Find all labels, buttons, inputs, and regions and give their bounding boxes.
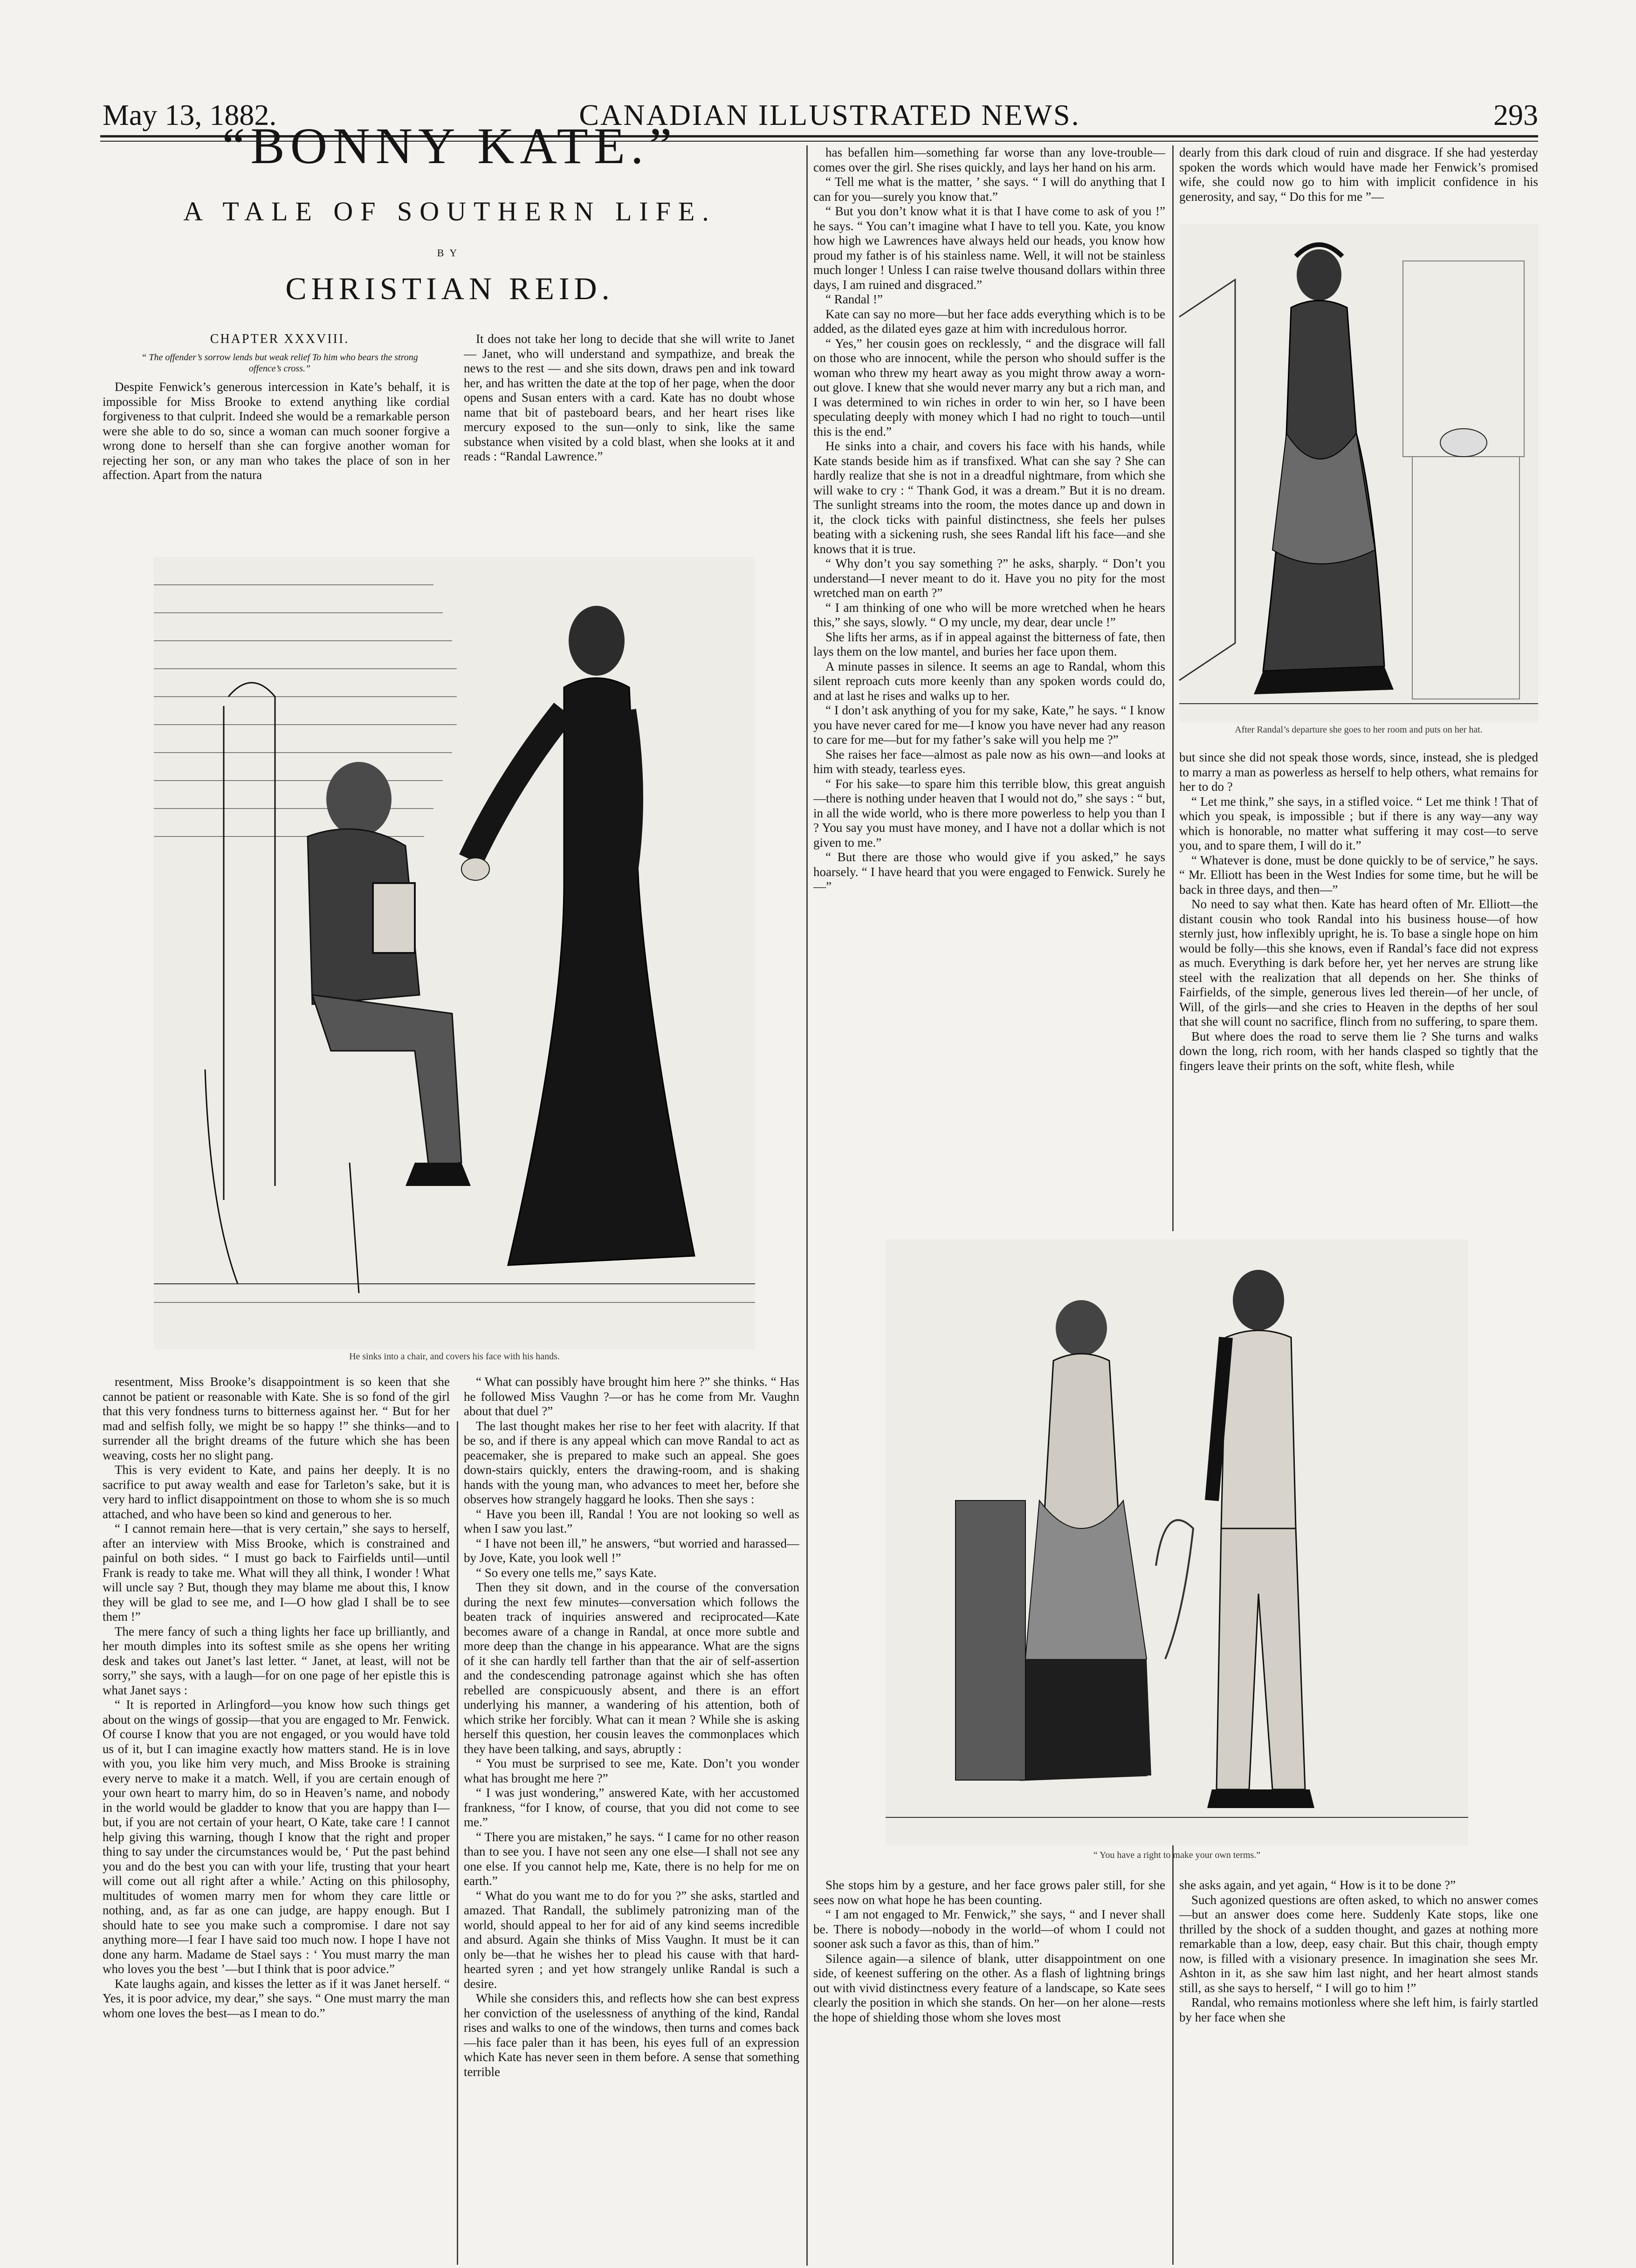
paragraph: “ There you are mistaken,” he says. “ I came for no other reason than to see you. I have not seen any one else—I shall not see any one else. If you cannot help me, Kate, there is no help for me on earth.” [464, 1829, 799, 1888]
page-number: 293 [1493, 98, 1538, 131]
paragraph: “ Whatever is done, must be done quickly to be of service,” he says. “ Mr. Elliott has been in the West Indies for some time, but he will be back in three days, and then—” [1179, 853, 1538, 897]
byline-by: BY [437, 247, 463, 259]
paragraph: “ Why don’t you say something ?” he asks, sharply. “ Don’t you understand—I never meant to do it. Have you no pity for the most wretched man on earth ?” [813, 556, 1165, 600]
paragraph: “ Have you been ill, Randal ! You are not looking so well as when I saw you last.” [464, 1507, 799, 1535]
paragraph: “ I am thinking of one who will be more wretched when he hears this,” she says, slowly. “ O my uncle, my dear, dear uncle !” [813, 600, 1165, 629]
paragraph: “ I don’t ask anything of you for my sake, Kate,” he says. “ I know you have never cared for me—I know you have never had any reason to care for me—but for my father’s sake will you help me ?” [813, 703, 1165, 747]
column-1-top [103, 380, 450, 557]
paragraph: A minute passes in silence. It seems an age to Randal, whom this silent reproach cuts more keenly than any spoken words could do, and at last he rises and walks up to her. [813, 659, 1165, 703]
paragraph: The last thought makes her rise to her feet with alacrity. If that be so, and if there is any appeal which can move Randal to act as peacemaker, she is prepared to make such an appeal. She goes down-stairs quickly, enters the drawing-room, and is shaking hands with the young man, who advances to meet her, before she observes how strangely haggard he looks. Then she says : [464, 1418, 799, 1506]
engraving-drawing [886, 1240, 1468, 1845]
chapter-heading: CHAPTER XXXVIII. [210, 332, 350, 346]
paragraph: Kate laughs again, and kisses the letter as if it was Janet herself. “ Yes, it is poor advice, my dear,” she says. “ One must marry the man whom one loves the best—as I mean to do.” [103, 1976, 450, 2020]
paragraph: “ But there are those who would give if you asked,” he says hoarsely. “ I have heard that you were engaged to Fenwick. Surely he—” [813, 850, 1165, 893]
paragraph: “ Let me think,” she says, in a stifled voice. “ Let me think ! That of which you speak, is impossible ; but if there is any way—any way which is honorable, no matter what suffering it may cost—to serve you, and to spare them, I will do it.” [1179, 794, 1538, 852]
column-4-top [1179, 145, 1538, 220]
paragraph: Kate can say no more—but her face adds everything which is to be added, as the dilated eyes gaze at him with incredulous horror. [813, 307, 1165, 336]
story-title: “BONNY KATE.” [222, 117, 678, 174]
column-3-bottom [813, 1878, 1165, 2265]
paragraph: “ It is reported in Arlingford—you know how such things get about on the wings of gossip—that you are engaged to Mr. Fenwick. Of course I know that you are not engaged, or you would have told us of it, but I can imagine exactly how matters stand. He is in love with you, you like him very much, and Miss Brooke is straining every nerve to make it a match. Well, if you are certain enough of your own heart to marry him, do so in Heaven’s name, and nobody in the world would be gladder to know that you are happy than I—but, if you are not certain of your heart, O Kate, take care ! I cannot help giving this warning, though I know that the right and proper thing to say under the circumstances would be, ‘ Put the past behind you and do the best you can with your life, trusting that your heart will come out all right after a while.’ Acting on this philosophy, multitudes of women marry men for whom they care little or nothing, and, as far as one can judge, are happy enough. But I should hate to see you make such a compromise. I dare not say anything more—I fear I have said too much now. I hope I have not done any harm. Madame de Stael says : ‘ You must marry the man who loves you the best ’—but I think that is poor advice.” [103, 1698, 450, 1976]
paragraph: resentment, Miss Brooke’s disappointment is so keen that she cannot be patient or reasonable with Kate. She is so fond of the girl that this very fondness turns to bitterness against her. “ But for her mad and selfish folly, we might be so happy !” she thinks—and to surrender all the bright dreams of the future which she has been weaving, costs her no slight pang. [103, 1375, 450, 1462]
paragraph: she asks again, and yet again, “ How is it to be done ?” [1179, 1878, 1456, 1892]
paragraph: “ What can possibly have brought him here ?” she thinks. “ Has he followed Miss Vaughn ?—or has he come from Mr. Vaughn about that duel ?” [464, 1375, 799, 1418]
paragraph: Silence again—a silence of blank, utter disappointment on one side, of keenest suffering on the other. As a flash of lightning brings out with vivid distinctness every feature of a landscape, so Kate sees clearly the position in which she stands. On her—on her alone—rests the hope of shielding those whom she loves most [813, 1951, 1165, 2024]
paragraph: While she considers this, and reflects how she can best express her conviction of the uselessness of anything of the kind, Randal rises and walks to one of the windows, then turns and comes back—his face paler than it has been, his eyes full of an expression which Kate has never seen in them before. A sense that something terrible [464, 1991, 799, 2079]
column-3-top [813, 145, 1165, 1231]
caption-figure-2: After Randal’s departure she goes to her room and puts on her hat. [1235, 725, 1483, 735]
paragraph: has befallen him—something far worse than any love-trouble—comes over the girl. She rises quickly, and lays her hand on his arm. [813, 145, 1165, 174]
paragraph: “ I have not been ill,” he answers, “but worried and harassed—by Jove, Kate, you look well !” [464, 1536, 799, 1565]
paragraph: Despite Fenwick’s generous intercession in Kate’s behalf, it is impossible for Miss Brooke to extend anything like cordial forgiveness to that culprit. Indeed she would be a remarkable person were she able to do so, since a woman can much sooner forgive a wrong done to herself than she can forgive another woman for rejecting her son, or any man who takes the place of son in her affection. Apart from the natura [103, 380, 450, 482]
paragraph: But where does the road to serve them lie ? She turns and walks down the long, rich room, with her hands clasped so tightly that the fingers leave their prints on the soft, white flesh, while [1179, 1029, 1538, 1073]
column-4-bottom [1179, 1878, 1538, 2265]
column-2-bottom [464, 1375, 799, 2260]
paragraph: but since she did not speak those words, since, instead, she is pledged to marry a man as powerless as herself to help others, what remains for her to do ? [1179, 750, 1538, 794]
paragraph: She raises her face—almost as pale now as his own—and looks at him with steady, tearless eyes. [813, 747, 1165, 776]
paragraph: The mere fancy of such a thing lights her face up brilliantly, and her mouth dimples into its softest smile as she opens her writing desk and takes out Janet’s last letter. “ Janet, at least, will not be sorry,” she says, with a laugh—for on one page of her epistle this is what Janet says : [103, 1624, 450, 1697]
paragraph: “ Yes,” her cousin goes on recklessly, “ and the disgrace will fall on those who are innocent, while the person who should suffer is the woman who threw my heart away as you might throw away a worn-out glove. I knew that she would never marry any but a rich man, and I was determined to win riches in order to win her, so I have been speculating deeply with money which I had no right to touch—until this is the end.” [813, 336, 1165, 439]
epigraph: “ The offender’s sorrow lends but weak relief To him who bears the strong offence’s cross.” [141, 352, 418, 374]
paragraph: She stops him by a gesture, and her face grows paler still, for she sees now on what hope he has been counting. [813, 1878, 1165, 1907]
paragraph: “ Randal !” [825, 292, 883, 306]
paragraph: No need to say what then. Kate has heard often of Mr. Elliott—the distant cousin who took Randal into his business house—of how sternly just, how inflexibly upright, he is. To base a single hope on him would be folly—this she knows, even if Randal’s face did not express as much. Everything is dark before her, yet her nerves are strung like steel with the realization that all depends on her. She thinks of Fairfields, of the simple, generous lives led therein—of her uncle, of Will, of the girls—and she cries to Heaven in the depths of her soul that she will count no sacrifice, flinch from no suffering, to spare them. [1179, 897, 1538, 1028]
paragraph: She lifts her arms, as if in appeal against the bitterness of fate, then lays them on the low mantel, and buries her face upon them. [813, 630, 1165, 658]
newspaper-name: CANADIAN ILLUSTRATED NEWS. [579, 98, 1080, 131]
issue-date: May 13, 1882. [103, 98, 277, 131]
engraving-drawing [154, 557, 755, 1349]
paragraph: He sinks into a chair, and covers his face with his hands, while Kate stands beside him as if transfixed. What can she say ? She can hardly realize that she is not in a dreadful nightmare, from which she will wake to cry : “ Thank God, it was a dream.” But it is no dream. The sunlight streams into the room, the motes dance up and down in it, the clock ticks with painful distinctness, she feels her pulses beating with a sickening rush, she sees Randal lift his face—and she knows that it is true. [813, 439, 1165, 556]
paragraph: Then they sit down, and in the course of the conversation during the next few minutes—conversation which follows the beaten track of inquiries answered and reciprocated—Kate becomes aware of a change in Randal, at once more subtle and more deep than the change in his appearance. What are the signs of it she can hardly tell farther than that the air of self-assertion and the condescending patronage against which she has often rebelled are conspicuously absent, and there is an effort underlying his manner, a wandering of his attention, both of which strike her forcibly. What can it mean ? While she is asking herself this question, her cousin leaves the commonplaces which they have been talking, and says, abruptly : [464, 1580, 799, 1756]
paragraph: “ Tell me what is the matter, ’ she says. “ I will do anything that I can for you—surely you know that.” [813, 175, 1165, 204]
caption-figure-1: He sinks into a chair, and covers his face with his hands. [349, 1351, 560, 1362]
caption-figure-3: “ You have a right to make your own terms.” [1093, 1850, 1261, 1860]
paragraph: “ But you don’t know what it is that I have come to ask of you !” he says. “ You can’t imagine what I have to tell you. Kate, you know how high we Lawrences have always held our heads, you know how proud my father is of his stainless name. Well, it will not be stainless much longer ! Unless I can raise twelve thousand dollars within three days, I am ruined and disgraced.” [813, 204, 1165, 292]
column-2-top [464, 332, 795, 551]
paragraph: “ You must be surprised to see me, Kate. Don’t you wonder what has brought me here ?” [464, 1756, 799, 1785]
illustration-randal-and-kate [154, 557, 755, 1349]
illustration-kate-and-randal-standing [886, 1240, 1468, 1845]
paragraph: It does not take her long to decide that she will write to Janet — Janet, who will understand and sympathize, and break the news to the rest — and she sits down, draws pen and ink toward her, and has written the date at the top of her page, when the door opens and Susan enters with a card. Kate has no doubt whose name that bit of pasteboard bears, and her heart rises like mercury exposed to the sun—only to sink, like the same substance when visited by a cold blast, when she looks at it and reads : “Randal Lawrence.” [464, 332, 795, 463]
paragraph: “ For his sake—to spare him this terrible blow, this great anguish—there is nothing under heaven that I would not do,” she says : “ but, in all the wide world, who is there more powerless to help you than I ? You say you must have money, and I have not a dollar which is not given to me.” [813, 776, 1165, 850]
paragraph: “ What do you want me to do for you ?” she asks, startled and amazed. That Randall, the sublimely patronizing man of the world, should appeal to her for aid of any kind seems incredible and absurd. Again she thinks of Miss Vaughn. It must be it can only be—that he wishes her to plead his cause with that hard-hearted syren ; and yet how strangely unlike Randal is such a desire. [464, 1888, 799, 1991]
column-divider [457, 1421, 458, 2265]
column-1-bottom [103, 1375, 450, 2260]
paragraph: “ I was just wondering,” answered Kate, with her accustomed frankness, “for I know, of course, that you did not come to see me.” [464, 1786, 799, 1829]
paragraph: Such agonized questions are often asked, to which no answer comes—but an answer does come here. Suddenly Kate stops, like one thrilled by the shock of a sudden thought, and gazes at nothing more remarkable than a low, deep, easy chair. But this chair, though empty now, is filled with a visionary presence. In imagination she sees Mr. Ashton in it, as she saw him last night, and her heart almost stands still, as she says to herself, “ I will go to him !” [1179, 1892, 1538, 1995]
column-divider [1172, 145, 1174, 1231]
column-4-middle [1179, 750, 1538, 1230]
story-subtitle: A TALE OF SOUTHERN LIFE. [183, 196, 716, 226]
paragraph: “ So every one tells me,” says Kate. [476, 1565, 657, 1580]
paragraph: “ I cannot remain here—that is very certain,” she says to herself, after an interview with Miss Brooke, which is constrained and painful on both sides. “ I must go back to Fairfields until—until Frank is ready to take me. What will they all think, I wonder ! What will uncle say ? But, though they may blame me about this, I know they will be glad to see me, and I—O how glad I shall be to see them !” [103, 1521, 450, 1624]
engraving-drawing [1179, 224, 1538, 722]
paragraph: “ I am not engaged to Mr. Fenwick,” she says, “ and I never shall be. There is nobody—nobody in the world—of whom I could not sooner ask such a favor as this, than of him.” [813, 1907, 1165, 1951]
author-name: CHRISTIAN REID. [285, 271, 614, 306]
illustration-kate-hat [1179, 224, 1538, 722]
column-divider [806, 145, 808, 2266]
paragraph: dearly from this dark cloud of ruin and disgrace. If she had yesterday spoken the words which would have made her Fenwick’s promised wife, she could now go to him with implicit confidence in his generosity, and say, “ Do this for me ”— [1179, 145, 1538, 204]
paragraph: This is very evident to Kate, and pains her deeply. It is no sacrifice to put away wealth and ease for Tarleton’s sake, but it is very hard to inflict disappointment on those to whom she is so much attached, and who have been so kind and generous to her. [103, 1463, 450, 1521]
paragraph: Randal, who remains motionless where she left him, is fairly startled by her face when she [1179, 1995, 1538, 2024]
